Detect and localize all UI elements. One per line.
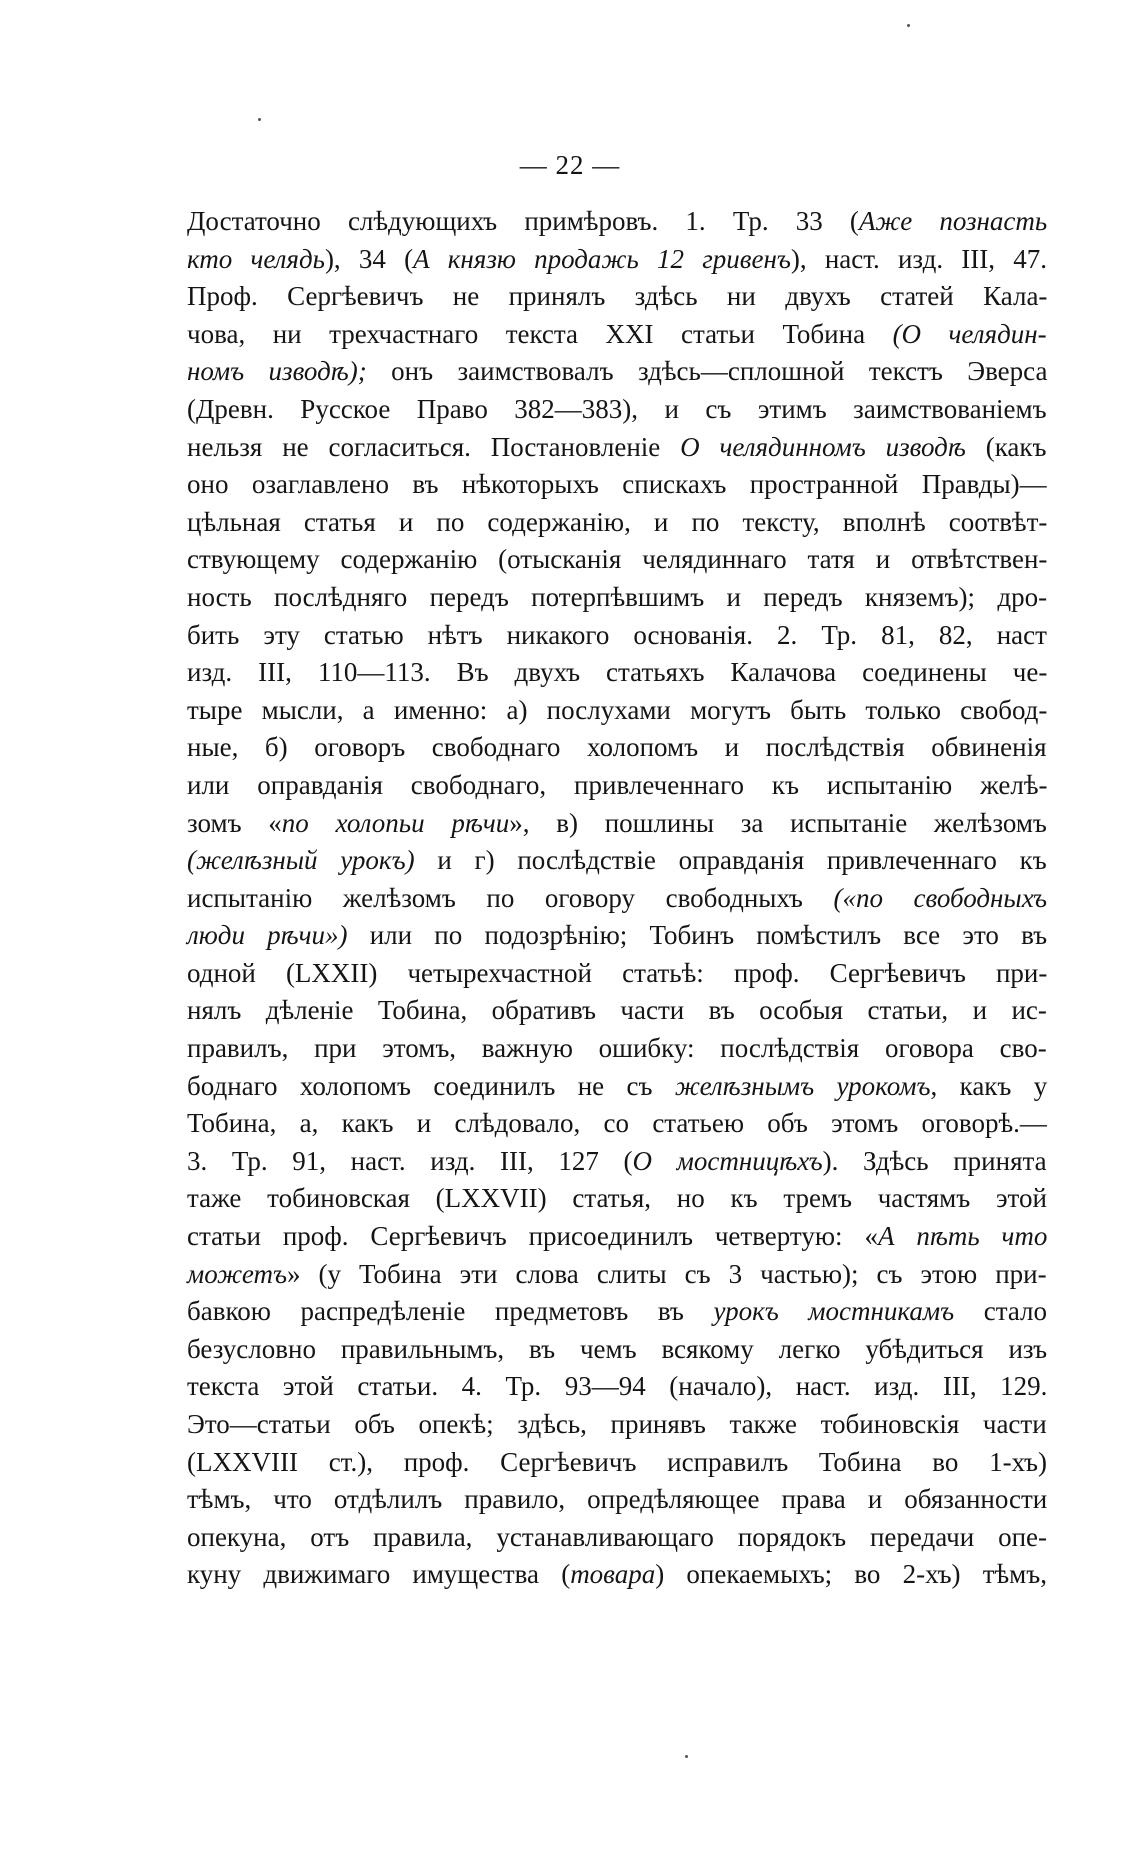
text-segment: статьи проф. Сергѣевичъ присоединилъ четвертую: « [187, 1221, 878, 1252]
text-line [187, 917, 1047, 955]
text-segment: ). Здѣсь принята [822, 1145, 1047, 1176]
text-segment: (Древн. Русское Право 382—383), и съ этимъ заимствованіемъ [187, 393, 1047, 424]
text-line [187, 805, 1047, 843]
text-line [187, 729, 1047, 767]
text-segment: , какъ у [930, 1070, 1048, 1101]
text-segment: правилъ, при этомъ, важную ошибку: послѣдствія оговора сво- [187, 1033, 1047, 1064]
text-line [187, 654, 1047, 692]
text-line [187, 1556, 1047, 1594]
text-segment: 3. Тр. 91, наст. изд. III, 127 ( [187, 1145, 633, 1176]
text-line [187, 1068, 1047, 1106]
text-segment: тѣмъ, что отдѣлилъ правило, опредѣляющее права и обязанности [187, 1484, 1048, 1515]
text-line [187, 1143, 1047, 1181]
italic-text: урокъ мостникамъ [713, 1296, 955, 1327]
text-line [187, 278, 1047, 316]
text-segment: одной (LXXII) четырехчастной статьѣ: проф. Сергѣевичъ при- [187, 957, 1048, 988]
paper-speck [258, 118, 261, 121]
text-segment: Проф. Сергѣевичъ не принялъ здѣсь ни двухъ статей Кала- [187, 281, 1048, 312]
text-segment: », в) пошлины за испытаніе желѣзомъ [509, 807, 1047, 838]
text-line [187, 617, 1047, 655]
text-segment: (LXXVIII ст.), проф. Сергѣевичъ исправилъ Тобина во 1-хъ) [187, 1446, 1047, 1477]
italic-text: О мостницѣхъ [632, 1145, 823, 1176]
italic-text: О челядинномъ изводѣ [680, 431, 966, 462]
text-segment: ), наст. изд. III, 47. [790, 243, 1047, 274]
italic-text: номъ изводѣ); [187, 356, 367, 387]
text-line [187, 842, 1047, 880]
text-line [187, 1331, 1047, 1369]
text-line [187, 1293, 1047, 1331]
text-line [187, 241, 1047, 279]
text-line [187, 1218, 1047, 1256]
text-segment: стало [954, 1296, 1048, 1327]
text-segment: опекуна, отъ правила, устанавливающаго порядокъ передачи опе- [187, 1521, 1048, 1552]
italic-text: товара [570, 1559, 656, 1590]
italic-text: А князю продажь 12 гривенъ [413, 243, 791, 274]
italic-text: желѣзнымъ урокомъ [674, 1070, 931, 1101]
text-segment: ные, б) оговоръ свободнаго холопомъ и послѣдствія обвиненія [187, 732, 1047, 763]
text-segment: Это—статьи объ опекѣ; здѣсь, принявъ также тобиновскія части [187, 1409, 1047, 1439]
paper-speck [907, 24, 910, 27]
text-line [187, 1256, 1047, 1294]
text-segment: безусловно правильнымъ, въ чемъ всякому легко убѣдиться изъ [187, 1333, 1048, 1364]
text-segment: бавкою распредѣленіе предметовъ въ [187, 1296, 714, 1327]
text-segment: ность послѣдняго передъ потерпѣвшимъ и передъ княземъ); дро- [187, 581, 1048, 612]
text-line [187, 466, 1047, 504]
text-line [187, 1180, 1047, 1218]
text-segment: изд. III, 110—113. Въ двухъ статьяхъ Калачова соединены че- [187, 657, 1048, 688]
text-line [187, 1481, 1047, 1519]
text-segment: Тобина, а, какъ и слѣдовало, со статьею объ этомъ оговорѣ.— [187, 1108, 1047, 1139]
text-line [187, 579, 1047, 617]
italic-text: А пѣть что [877, 1221, 1048, 1252]
text-segment: нялъ дѣленіе Тобина, обративъ части въ особыя статьи, и ис- [187, 995, 1047, 1026]
text-line [187, 692, 1047, 730]
text-line [187, 504, 1047, 542]
text-line [187, 316, 1047, 354]
italic-text: (желѣзный урокъ) [187, 845, 415, 876]
text-segment: ) опекаемыхъ; во 2-хъ) тѣмъ, [655, 1559, 1047, 1590]
text-line [187, 1030, 1047, 1068]
italic-text: («по свободныхъ [833, 882, 1048, 913]
text-segment: боднаго холопомъ соединилъ не съ [187, 1070, 675, 1101]
text-segment: цѣльная статья и по содержанію, и по тексту, вполнѣ соотвѣт- [187, 506, 1048, 537]
text-segment: онъ заимствовалъ здѣсь—сплошной текстъ Эверса [366, 356, 1048, 387]
text-segment: бить эту статью нѣтъ никакого основанія. 2. Тр. 81, 82, наст [187, 619, 1047, 650]
text-segment: таже тобиновская (LXXVII) статья, но къ тремъ частямъ этой [187, 1183, 1047, 1214]
text-segment: зомъ « [187, 807, 282, 838]
text-segment: или оправданія свободнаго, привлеченнаго къ испытанію желѣ- [187, 769, 1048, 800]
text-segment: чова, ни трехчастнаго текста XXI статьи Тобина [187, 318, 893, 349]
italic-text: (О челядин- [892, 318, 1047, 349]
text-segment: ствующему содержанію (отысканія челядиннаго татя и отвѣтствен- [187, 544, 1048, 575]
text-line [187, 391, 1047, 429]
text-segment: ), 34 ( [324, 243, 414, 274]
text-line [187, 955, 1047, 993]
text-line [187, 353, 1047, 391]
italic-text: по холопьи рѣчи [281, 807, 510, 838]
italic-text: Аже познасть [858, 206, 1048, 236]
text-segment: » (у Тобина эти слова слиты съ 3 частью); съ этою при- [286, 1258, 1047, 1289]
text-line [187, 1368, 1047, 1406]
text-segment: нельзя не согласиться. Постановленіе [187, 431, 681, 462]
text-segment: Достаточно слѣдующихъ примѣровъ. 1. Тр. 33 ( [187, 206, 859, 236]
text-segment: и г) послѣдствіе оправданія привлеченнаго къ [414, 845, 1047, 876]
italic-text: люди рѣчи») [187, 920, 348, 951]
text-line [187, 429, 1047, 467]
text-segment: текста этой статьи. 4. Тр. 93—94 (начало), наст. изд. III, 129. [187, 1371, 1048, 1402]
text-line [187, 1105, 1047, 1143]
text-segment: или по подозрѣнію; Тобинъ помѣстилъ все это въ [347, 920, 1048, 951]
text-line [187, 1406, 1047, 1444]
text-line [187, 767, 1047, 805]
italic-text: можетъ [187, 1258, 287, 1289]
body-text [187, 203, 1047, 1594]
text-segment: куну движимаго имущества ( [187, 1559, 571, 1590]
text-segment: испытанію желѣзомъ по оговору свободныхъ [187, 882, 834, 913]
italic-text: кто челядь [187, 243, 325, 274]
text-segment: оно озаглавлено въ нѣкоторыхъ спискахъ пространной Правды)— [187, 469, 1047, 500]
text-segment: (какъ [965, 431, 1047, 462]
text-line [187, 992, 1047, 1030]
page-number: — 22 — [519, 150, 621, 180]
text-segment: тыре мысли, а именно: а) послухами могутъ быть только свобод- [187, 694, 1048, 725]
paper-speck [685, 1755, 688, 1758]
text-line [187, 541, 1047, 579]
text-line [187, 880, 1047, 918]
text-line [187, 1444, 1047, 1482]
text-line [187, 1519, 1047, 1557]
text-line [187, 203, 1047, 241]
